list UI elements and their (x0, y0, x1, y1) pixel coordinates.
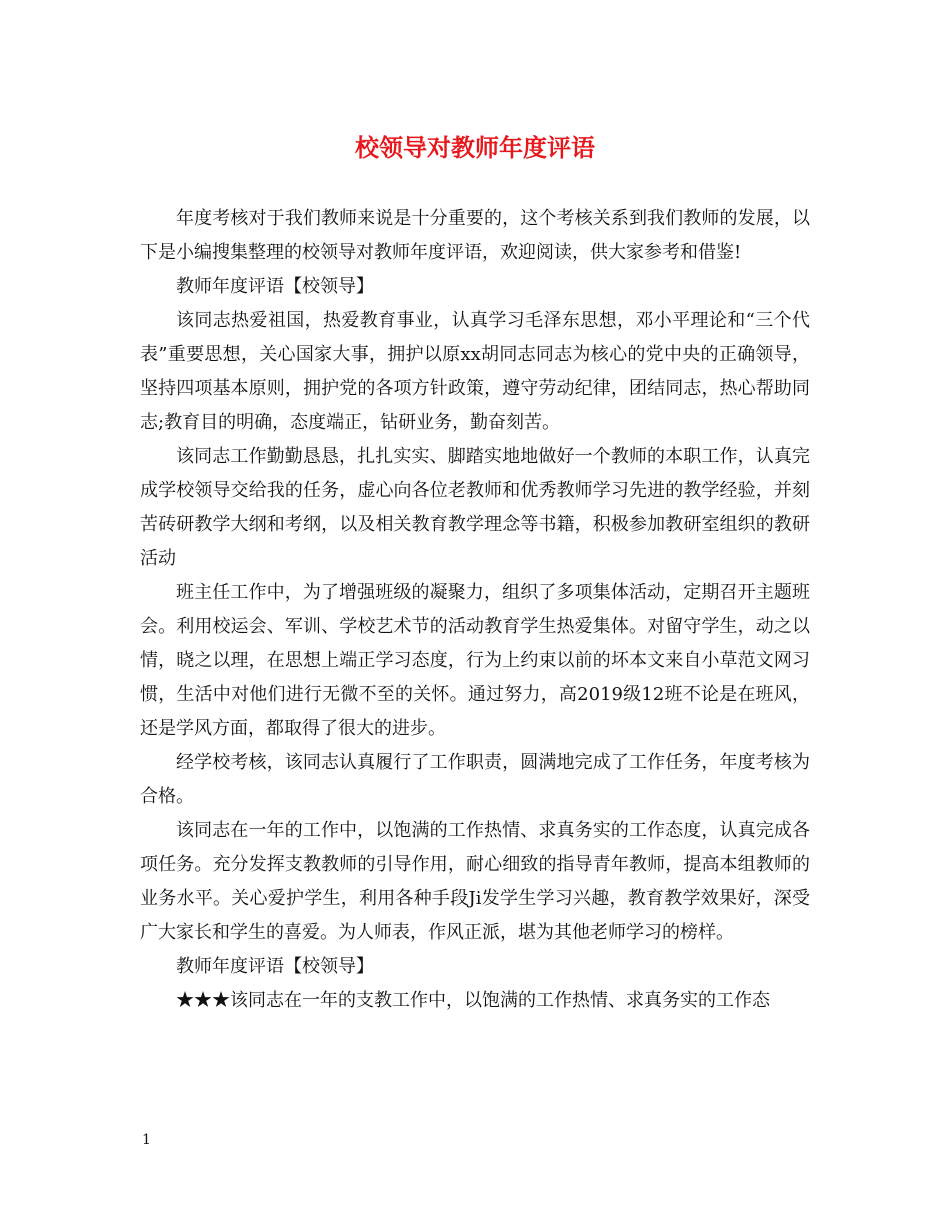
document-body (140, 202, 810, 1018)
document-title: 校领导对教师年度评语 (355, 133, 595, 162)
paragraph-intro: 年度考核对于我们教师来说是十分重要的，这个考核关系到我们教师的发展，以下是小编搜集整理的校领导对教师年度评语，欢迎阅读，供大家参考和借鉴! (140, 208, 810, 263)
paragraph: 该同志工作勤勤恳恳，扎扎实实、脚踏实地地做好一个教师的本职工作，认真完成学校领导交给我的任务，虚心向各位老教师和优秀教师学习先进的教学经验，并刻苦砖研教学大纲和考纲，以及相关教育教学理念等书籍，积极参加教研室组织的教研活动 (140, 446, 810, 569)
page-number: 1 (142, 1132, 151, 1148)
paragraph: 经学校考核，该同志认真履行了工作职责，圆满地完成了工作任务，年度考核为合格。 (140, 752, 810, 807)
paragraph: 班主任工作中，为了增强班级的凝聚力，组织了多项集体活动，定期召开主题班会。利用校运会、军训、学校艺术节的活动教育学生热爱集体。对留守学生，动之以情，晓之以理，在思想上端正学习态度，行为上约束以前的坏本文来自小草范文网习惯，生活中对他们进行无微不至的关怀。通过努力，高2019级12班不论是在班风，还是学风方面，都取得了很大的进步。 (140, 582, 810, 739)
paragraph: 该同志在一年的工作中，以饱满的工作热情、求真务实的工作态度，认真完成各项任务。充分发挥支教教师的引导作用，耐心细致的指导青年教师，提高本组教师的业务水平。关心爱护学生，利用各种手段Ji发学生学习兴趣，教育教学效果好，深受广大家长和学生的喜爱。为人师表，作风正派，堪为其他老师学习的榜样。 (140, 820, 810, 943)
paragraph: 该同志热爱祖国，热爱教育事业，认真学习毛泽东思想，邓小平理论和“三个代表”重要思想，关心国家大事，拥护以原xx胡同志同志为核心的党中央的正确领导，坚持四项基本原则，拥护党的各项方针政策，遵守劳动纪律，团结同志，热心帮助同志;教育目的明确，态度端正，钻研业务，勤奋刻苦。 (140, 310, 810, 433)
paragraph: ★★★该同志在一年的支教工作中，以饱满的工作热情、求真务实的工作态 (176, 990, 770, 1011)
section-heading: 教师年度评语【校领导】 (176, 276, 374, 297)
section-heading: 教师年度评语【校领导】 (176, 956, 374, 977)
